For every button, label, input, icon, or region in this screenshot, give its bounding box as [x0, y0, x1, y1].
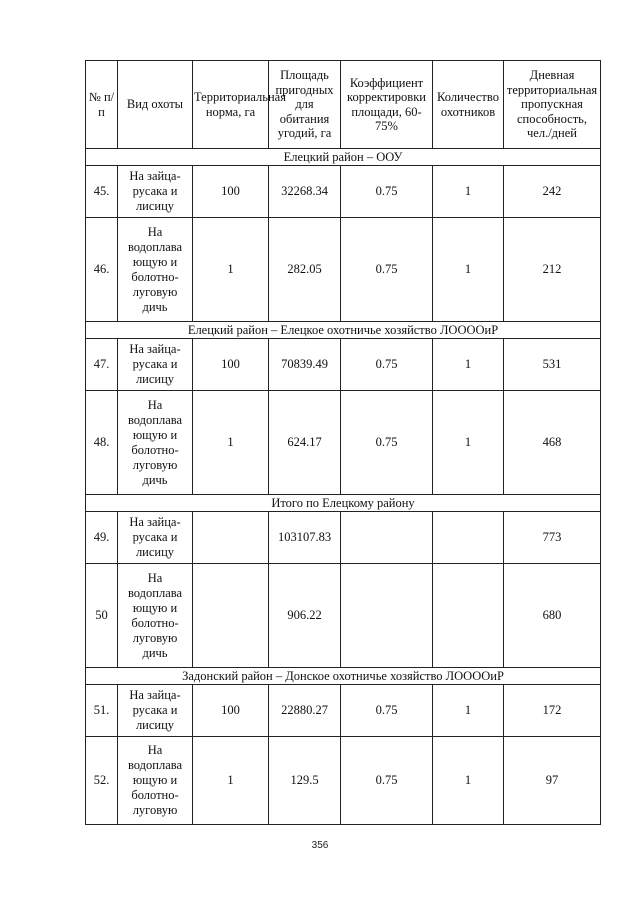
section-title: Елецкий район – ООУ [86, 149, 601, 166]
cell-norm: 100 [193, 339, 269, 391]
cell-area: 282.05 [269, 218, 341, 322]
header-capacity: Дневная территориальная пропускная способность, чел./дней [504, 61, 601, 149]
cell-capacity: 242 [504, 166, 601, 218]
cell-num: 49. [86, 512, 118, 564]
cell-norm: 1 [193, 391, 269, 495]
cell-num: 46. [86, 218, 118, 322]
cell-capacity: 468 [504, 391, 601, 495]
header-row [86, 61, 601, 149]
cell-hunters [433, 512, 504, 564]
cell-norm: 1 [193, 218, 269, 322]
section-title: Елецкий район – Елецкое охотничье хозяйство ЛООООиР [86, 322, 601, 339]
cell-num: 47. [86, 339, 118, 391]
cell-coef: 0.75 [341, 737, 433, 825]
cell-norm: 100 [193, 685, 269, 737]
cell-coef: 0.75 [341, 218, 433, 322]
section-title: Итого по Елецкому району [86, 495, 601, 512]
cell-capacity: 680 [504, 564, 601, 668]
cell-num: 48. [86, 391, 118, 495]
cell-coef: 0.75 [341, 166, 433, 218]
header-kind: Вид охоты [118, 61, 193, 149]
cell-num: 52. [86, 737, 118, 825]
table-row [86, 391, 601, 495]
cell-coef [341, 564, 433, 668]
cell-kind: На зайца- русака и лисицу [118, 339, 193, 391]
cell-norm: 1 [193, 737, 269, 825]
cell-area: 32268.34 [269, 166, 341, 218]
cell-norm: 100 [193, 166, 269, 218]
cell-coef: 0.75 [341, 391, 433, 495]
cell-num: 51. [86, 685, 118, 737]
table-row [86, 737, 601, 825]
cell-area: 906.22 [269, 564, 341, 668]
section-row [86, 495, 601, 512]
cell-capacity: 531 [504, 339, 601, 391]
cell-capacity: 97 [504, 737, 601, 825]
cell-hunters [433, 564, 504, 668]
table-row [86, 218, 601, 322]
cell-hunters: 1 [433, 218, 504, 322]
header-area: Площадь пригодных для обитания угодий, га [269, 61, 341, 149]
hunting-capacity-table [85, 60, 601, 825]
header-norm: Территориальная норма, га [193, 61, 269, 149]
cell-hunters: 1 [433, 391, 504, 495]
cell-area: 22880.27 [269, 685, 341, 737]
cell-area: 129.5 [269, 737, 341, 825]
cell-num: 45. [86, 166, 118, 218]
table-body [86, 149, 601, 825]
cell-kind: На водоплава ющую и болотно- луговую дичь [118, 564, 193, 668]
table-row [86, 339, 601, 391]
header-hunters: Количество охотников [433, 61, 504, 149]
cell-capacity: 773 [504, 512, 601, 564]
cell-kind: На зайца- русака и лисицу [118, 512, 193, 564]
table-row [86, 512, 601, 564]
table-row [86, 166, 601, 218]
cell-coef: 0.75 [341, 685, 433, 737]
table-row [86, 564, 601, 668]
header-num: № п/п [86, 61, 118, 149]
cell-capacity: 212 [504, 218, 601, 322]
cell-num: 50 [86, 564, 118, 668]
cell-capacity: 172 [504, 685, 601, 737]
cell-hunters: 1 [433, 339, 504, 391]
cell-kind: На водоплава ющую и болотно- луговую дичь [118, 218, 193, 322]
cell-hunters: 1 [433, 685, 504, 737]
cell-kind: На зайца- русака и лисицу [118, 685, 193, 737]
cell-norm [193, 564, 269, 668]
section-row [86, 149, 601, 166]
section-row [86, 668, 601, 685]
cell-coef [341, 512, 433, 564]
cell-coef: 0.75 [341, 339, 433, 391]
cell-area: 103107.83 [269, 512, 341, 564]
cell-area: 70839.49 [269, 339, 341, 391]
page-number: 356 [311, 840, 329, 851]
header-coef: Коэффициент корректировки площади, 60-75% [341, 61, 433, 149]
table-row [86, 685, 601, 737]
cell-kind: На зайца- русака и лисицу [118, 166, 193, 218]
cell-kind: На водоплава ющую и болотно- луговую [118, 737, 193, 825]
cell-norm [193, 512, 269, 564]
cell-kind: На водоплава ющую и болотно- луговую дичь [118, 391, 193, 495]
section-title: Задонский район – Донское охотничье хозяйство ЛООООиР [86, 668, 601, 685]
cell-area: 624.17 [269, 391, 341, 495]
cell-hunters: 1 [433, 737, 504, 825]
section-row [86, 322, 601, 339]
cell-hunters: 1 [433, 166, 504, 218]
